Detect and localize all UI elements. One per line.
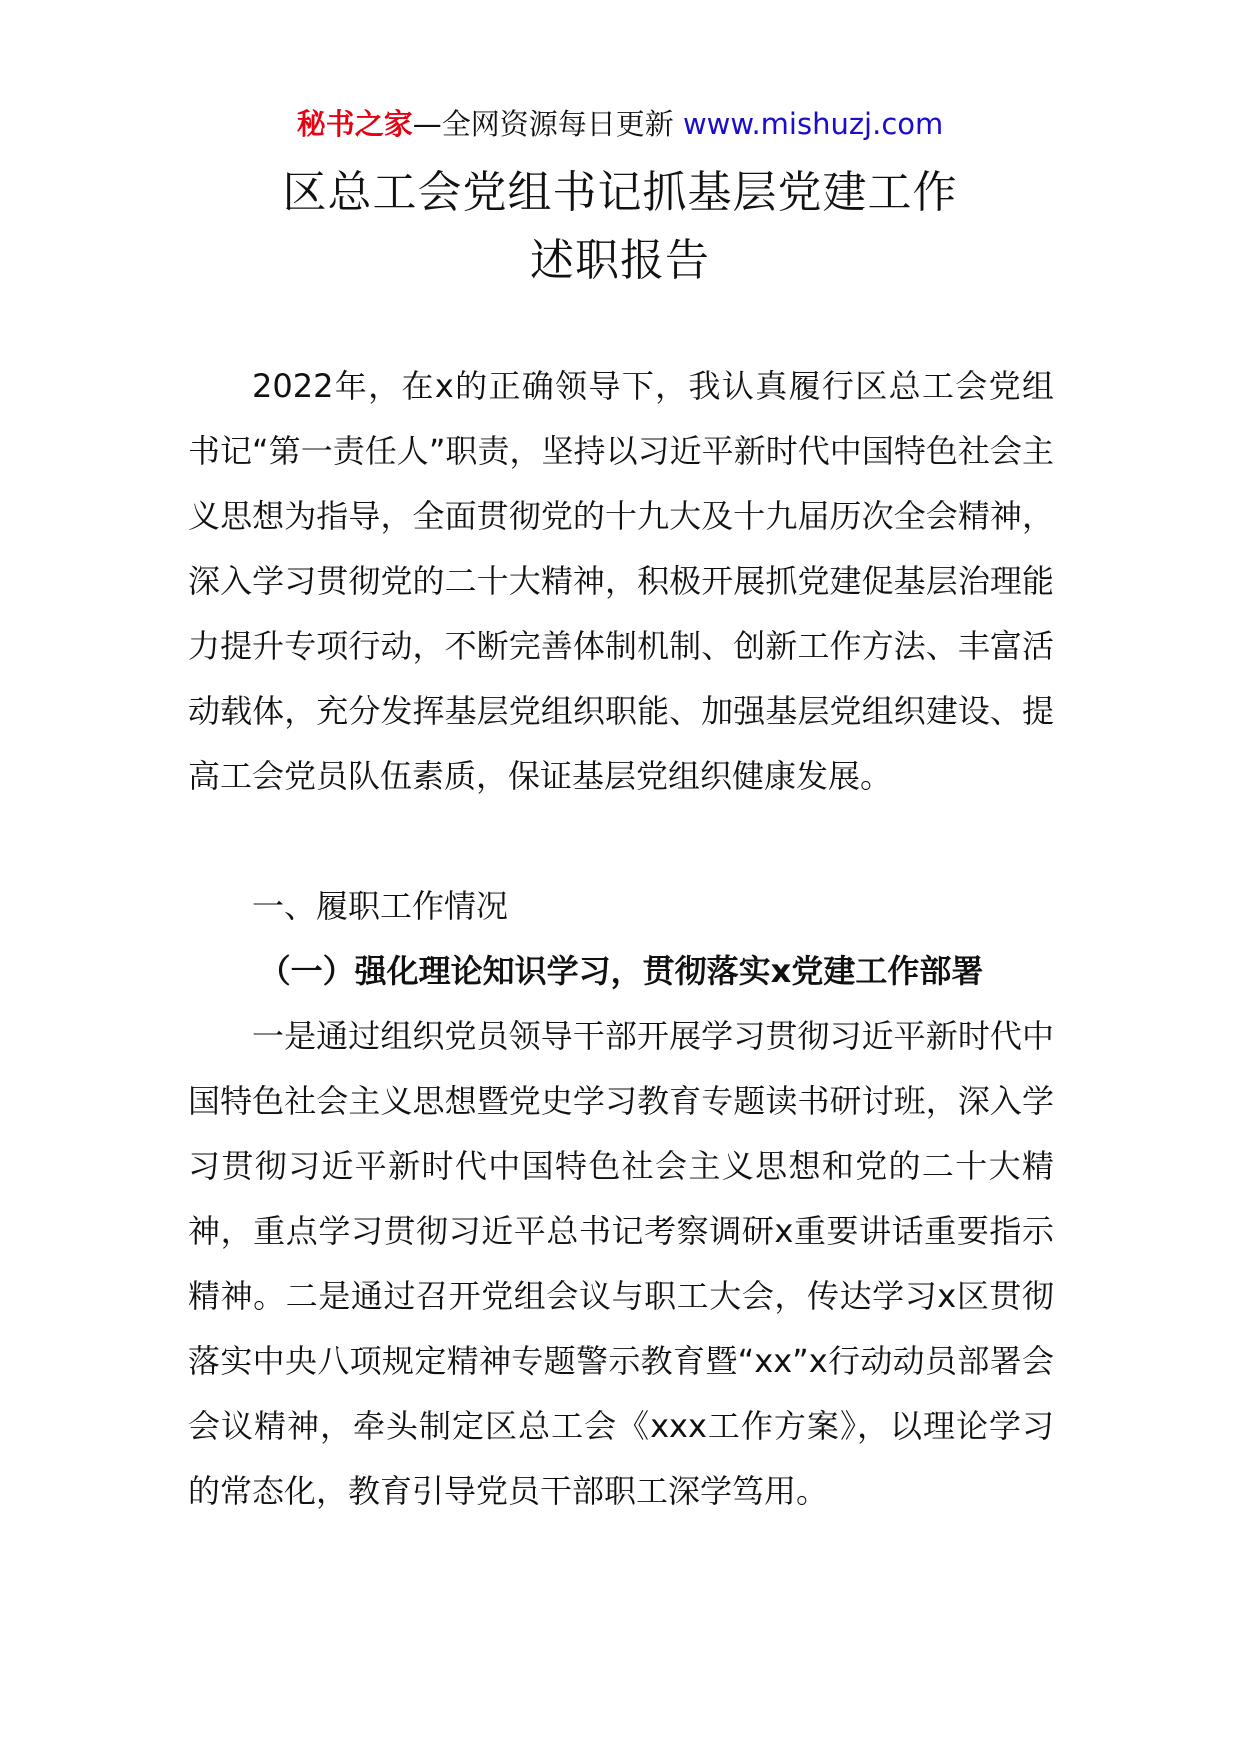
section-heading-block [188, 874, 1054, 939]
subsection-1-paragraph-block [188, 1004, 1054, 1524]
watermark-header [0, 104, 1240, 144]
section-1-heading: 一、履职工作情况 [252, 887, 509, 925]
header-url-link[interactable]: www.mishuzj.com [682, 107, 944, 141]
subsection-1-heading: （一）强化理论知识学习，贯彻落实x党建工作部署 [258, 952, 984, 990]
header-slogan: —全网资源每日更新 [412, 107, 674, 141]
document-title-line-2: 述职报告 [530, 235, 710, 286]
brand-name: 秘书之家 [296, 107, 413, 141]
intro-paragraph-block [188, 354, 1054, 809]
subsection-1-paragraph: 一是通过组织党员领导干部开展学习贯彻习近平新时代中国特色社会主义思想暨党史学习教育专题读书研讨班，深入学习贯彻习近平新时代中国特色社会主义思想和党的二十大精神，重点学习贯彻习近平总书记考察调研x重要讲话重要指示精神。二是通过召开党组会议与职工大会，传达学习x区贯彻落实中央八项规定精神专题警示教育暨“xx”x行动动员部署会会议精神，牵头制定区总工会《xxx工作方案》，以理论学习的常态化，教育引导党员干部职工深学笃用。 [188, 1017, 1054, 1510]
intro-paragraph: 2022年，在x的正确领导下，我认真履行区总工会党组书记“第一责任人”职责，坚持以习近平新时代中国特色社会主义思想为指导，全面贯彻党的十九大及十九届历次全会精神，深入学习贯彻党的二十大精神，积极开展抓党建促基层治理能力提升专项行动，不断完善体制机制、创新工作方法、丰富活动载体，充分发挥基层党组织职能、加强基层党组织建设、提高工会党员队伍素质，保证基层党组织健康发展。 [188, 367, 1054, 795]
document-title-line-1: 区总工会党组书记抓基层党建工作 [282, 167, 958, 218]
